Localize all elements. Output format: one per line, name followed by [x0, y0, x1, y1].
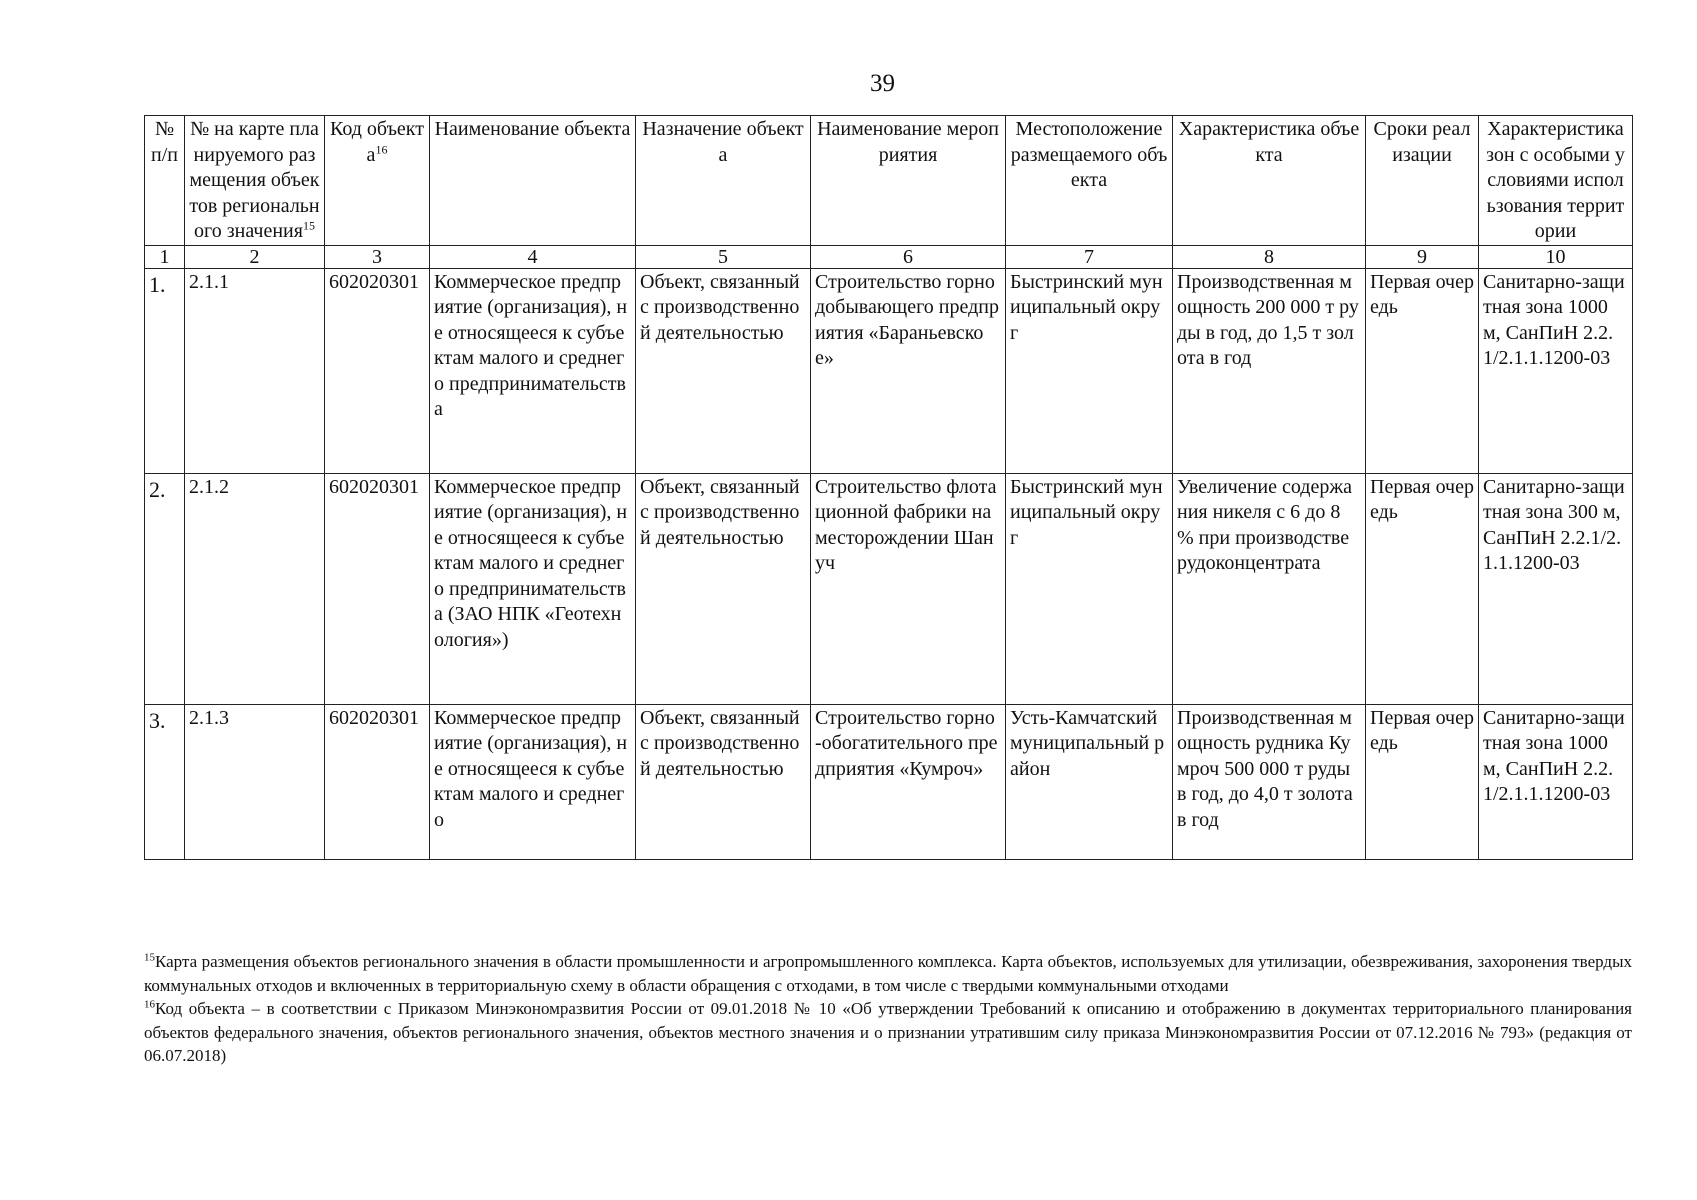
column-number: 8	[1173, 245, 1366, 268]
special-zones-cell: Санитарно-защитная зона 1000 м, СанПиН 2.2.1/2.1.1.1200-03	[1479, 704, 1633, 859]
special-zones-cell: Санитарно-защитная зона 300 м, СанПиН 2.2.1/2.1.1.1200-03	[1479, 473, 1633, 704]
column-number: 2	[185, 245, 325, 268]
column-number: 5	[636, 245, 811, 268]
measure-name-cell: Строительство горнодобывающего предприятия «Бараньевское»	[811, 268, 1006, 473]
header-text: Сроки реализации	[1373, 118, 1471, 166]
table-row	[145, 473, 1633, 704]
header-cell	[811, 116, 1006, 246]
location-cell: Быстринский муниципальный округ	[1006, 268, 1173, 473]
measure-name-cell: Строительство флотационной фабрики на месторождении Шануч	[811, 473, 1006, 704]
header-text: № на карте планируемого размещения объектов регионального значения	[189, 118, 320, 242]
characteristic-cell: Производственная мощность рудника Кумроч 500 000 т руды в год, до 4,0 т золота в год	[1173, 704, 1366, 859]
footnote-text: Карта размещения объектов регионального значения в области промышленности и агропромышленного комплекса. Карта объектов, используемых для утилизации, обезвреживания, захоронения твердых коммунальных отходов и включенных в территориальную схему в области обращения с отходами, в том числе с твердыми коммунальными отходами	[144, 952, 1632, 995]
footnote-mark: 15	[144, 951, 155, 964]
header-cell	[1006, 116, 1173, 246]
footnote-ref: 16	[375, 141, 388, 156]
header-text: Местоположение размещаемого объекта	[1010, 118, 1168, 191]
object-code-cell: 602020301	[325, 473, 430, 704]
header-cell	[1479, 116, 1633, 246]
measure-name-cell: Строительство горно-обогатительного предприятия «Кумроч»	[811, 704, 1006, 859]
implementation-term-cell: Первая очередь	[1366, 268, 1479, 473]
footnote-text: Код объекта – в соответствии с Приказом Минэкономразвития России от 09.01.2018 № 10 «Об утверждении Требований к описанию и отображению в документах территориального планирования объектов федерального значения, объектов регионального значения, объектов местного значения и о признании утратившим силу приказа Минэкономразвития России от 07.12.2016 № 793» (редакция от 06.07.2018)	[144, 999, 1632, 1065]
footnote-16	[144, 997, 1632, 1068]
header-text: Характеристика объекта	[1178, 118, 1360, 166]
header-cell	[1366, 116, 1479, 246]
footnote-mark: 16	[144, 998, 155, 1011]
header-text: Наименование объекта	[434, 118, 631, 140]
header-text: № п/п	[151, 118, 178, 166]
header-text: Характеристика зон с особыми условиями использования территории	[1486, 118, 1625, 242]
footnote-15	[144, 950, 1632, 997]
column-number: 1	[145, 245, 185, 268]
object-code-cell: 602020301	[325, 268, 430, 473]
header-cell	[325, 116, 430, 246]
map-number-cell: 2.1.3	[185, 704, 325, 859]
objects-table	[144, 115, 1633, 860]
header-cell	[185, 116, 325, 246]
header-text: Назначение объекта	[642, 118, 804, 166]
object-name-cell: Коммерческое предприятие (организация), не относящееся к субъектам малого и среднего предпринимательства	[430, 268, 636, 473]
header-cell	[145, 116, 185, 246]
implementation-term-cell: Первая очередь	[1366, 704, 1479, 859]
characteristic-cell: Увеличение содержания никеля с 6 до 8 % при производстве рудоконцентрата	[1173, 473, 1366, 704]
object-purpose-cell: Объект, связанный с производственной деятельностью	[636, 704, 811, 859]
header-row	[145, 116, 1633, 246]
row-number: 2.	[145, 473, 185, 704]
column-number: 7	[1006, 245, 1173, 268]
header-cell	[430, 116, 636, 246]
location-cell: Быстринский муниципальный округ	[1006, 473, 1173, 704]
column-number: 4	[430, 245, 636, 268]
column-number: 9	[1366, 245, 1479, 268]
object-purpose-cell: Объект, связанный с производственной деятельностью	[636, 473, 811, 704]
characteristic-cell: Производственная мощность 200 000 т руды в год, до 1,5 т золота в год	[1173, 268, 1366, 473]
object-name-cell: Коммерческое предприятие (организация), не относящееся к субъектам малого и среднего предпринимательства (ЗАО НПК «Геотехнология»)	[430, 473, 636, 704]
footnote-ref: 15	[302, 218, 315, 233]
header-cell	[636, 116, 811, 246]
table-row	[145, 704, 1633, 859]
row-number: 1.	[145, 268, 185, 473]
column-number: 6	[811, 245, 1006, 268]
page-number: 39	[870, 70, 895, 97]
object-code-cell: 602020301	[325, 704, 430, 859]
map-number-cell: 2.1.1	[185, 268, 325, 473]
column-number-row	[145, 245, 1633, 268]
column-number: 3	[325, 245, 430, 268]
implementation-term-cell: Первая очередь	[1366, 473, 1479, 704]
special-zones-cell: Санитарно-защитная зона 1000 м, СанПиН 2.2.1/2.1.1.1200-03	[1479, 268, 1633, 473]
map-number-cell: 2.1.2	[185, 473, 325, 704]
column-number: 10	[1479, 245, 1633, 268]
location-cell: Усть-Камчатский муниципальный район	[1006, 704, 1173, 859]
header-text: Наименование мероприятия	[817, 118, 999, 166]
object-name-cell: Коммерческое предприятие (организация), не относящееся к субъектам малого и среднего	[430, 704, 636, 859]
row-number: 3.	[145, 704, 185, 859]
header-text: Код объекта	[329, 118, 425, 166]
footnotes	[144, 950, 1632, 1068]
header-cell	[1173, 116, 1366, 246]
object-purpose-cell: Объект, связанный с производственной деятельностью	[636, 268, 811, 473]
table-row	[145, 268, 1633, 473]
